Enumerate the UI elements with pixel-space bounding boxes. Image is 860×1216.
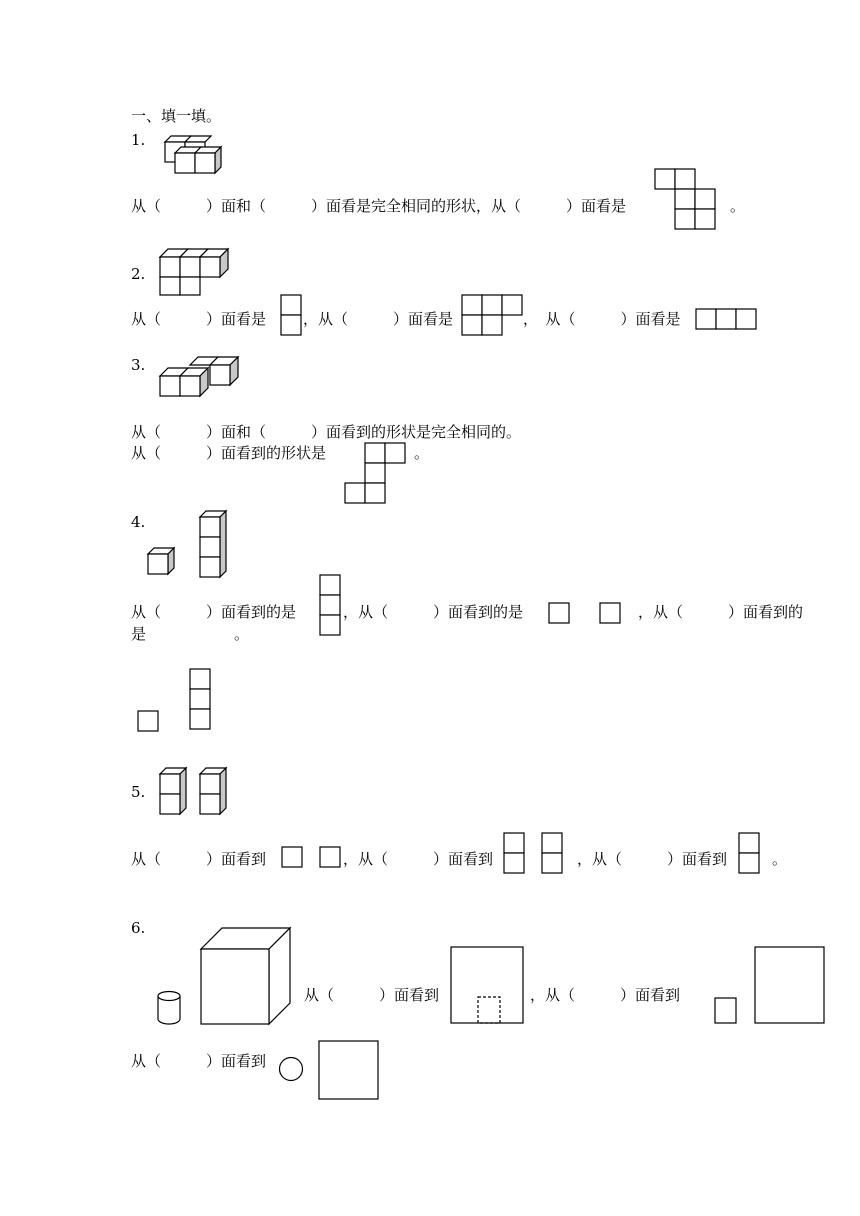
- q5-text-a: 从（ ）面看到: [131, 850, 267, 868]
- q2-view-shape-c: [695, 308, 759, 332]
- q2-cube-figure: [160, 249, 232, 297]
- q1-view-shape: [655, 169, 717, 233]
- q6-view-shape-b2: [754, 946, 828, 1026]
- q5-cube-stack-1: [160, 768, 190, 816]
- q1-cube-face: [195, 153, 215, 173]
- q5-text-c: ，从（ ）面看到: [577, 850, 728, 868]
- q1-end: 。: [730, 197, 746, 215]
- q5-end: 。: [772, 850, 788, 868]
- q6-cylinder: [157, 991, 185, 1027]
- q3-view-shape: [344, 442, 408, 506]
- q4-view-shape-a: [319, 574, 343, 638]
- q3-text-b: 从（ ）面看到的形状是: [131, 444, 327, 462]
- q6-number: 6.: [131, 919, 146, 937]
- q5-view-shape-c: [738, 832, 762, 876]
- q5-text-b: ，从（ ）面看到: [343, 850, 494, 868]
- q3-end: 。: [414, 444, 430, 462]
- q1-cube-face: [175, 153, 195, 173]
- q6-large-cube: [200, 927, 294, 1027]
- q2-text-a: 从（ ）面看是: [131, 310, 267, 328]
- q3-cube-figure: [160, 357, 242, 401]
- q2-view-shape-a: [280, 294, 304, 338]
- section-heading: 一、填一填。: [131, 107, 222, 125]
- q2-text-b: ，从（ ）面看是: [303, 310, 454, 328]
- q2-text-c: ， 从（ ）面看是: [523, 310, 681, 328]
- q6-text-a: 从（ ）面看到: [304, 986, 440, 1004]
- q3-text-a: 从（ ）面和（ ）面看到的形状是完全相同的。: [131, 423, 522, 441]
- q4-end: 。: [234, 625, 250, 643]
- q5-view-shape-a2: [319, 846, 343, 870]
- q6-view-shape-c2: [318, 1040, 382, 1102]
- q2-view-shape-b: [461, 294, 525, 338]
- q4-number: 4.: [131, 513, 146, 531]
- q2-number: 2.: [131, 265, 146, 283]
- q6-view-shape-a: [450, 946, 526, 1026]
- q5-cube-stack-2: [200, 768, 230, 816]
- q5-view-shape-b2: [541, 832, 565, 876]
- q5-view-shape-a1: [281, 846, 305, 870]
- q1-number: 1.: [131, 131, 146, 149]
- q4-text-a: 从（ ）面看到的是: [131, 603, 297, 621]
- q5-view-shape-b1: [503, 832, 527, 876]
- q3-number: 3.: [131, 356, 146, 374]
- q4-view-shape-b2: [599, 602, 623, 626]
- q4-answer-square: [137, 710, 161, 734]
- q4-single-cube: [148, 548, 178, 576]
- q4-text-d: 是: [131, 625, 147, 643]
- q6-view-shape-b1: [714, 997, 738, 1025]
- q4-cube-tower: [200, 511, 230, 577]
- q4-answer-column: [189, 668, 213, 734]
- q1-text: 从（ ）面和（ ）面看是完全相同的形状，从（ ）面看是: [131, 197, 627, 215]
- q6-text-b: ，从（ ）面看到: [530, 986, 681, 1004]
- q6-text-c: 从（ ）面看到: [131, 1052, 267, 1070]
- q4-text-c: ，从（ ）面看到的: [638, 603, 804, 621]
- q1-cube-figure: [165, 136, 235, 178]
- q5-number: 5.: [131, 783, 146, 801]
- q4-view-shape-b1: [548, 602, 572, 626]
- q4-text-b: ，从（ ）面看到的是: [343, 603, 524, 621]
- q6-view-shape-c1: [278, 1056, 306, 1084]
